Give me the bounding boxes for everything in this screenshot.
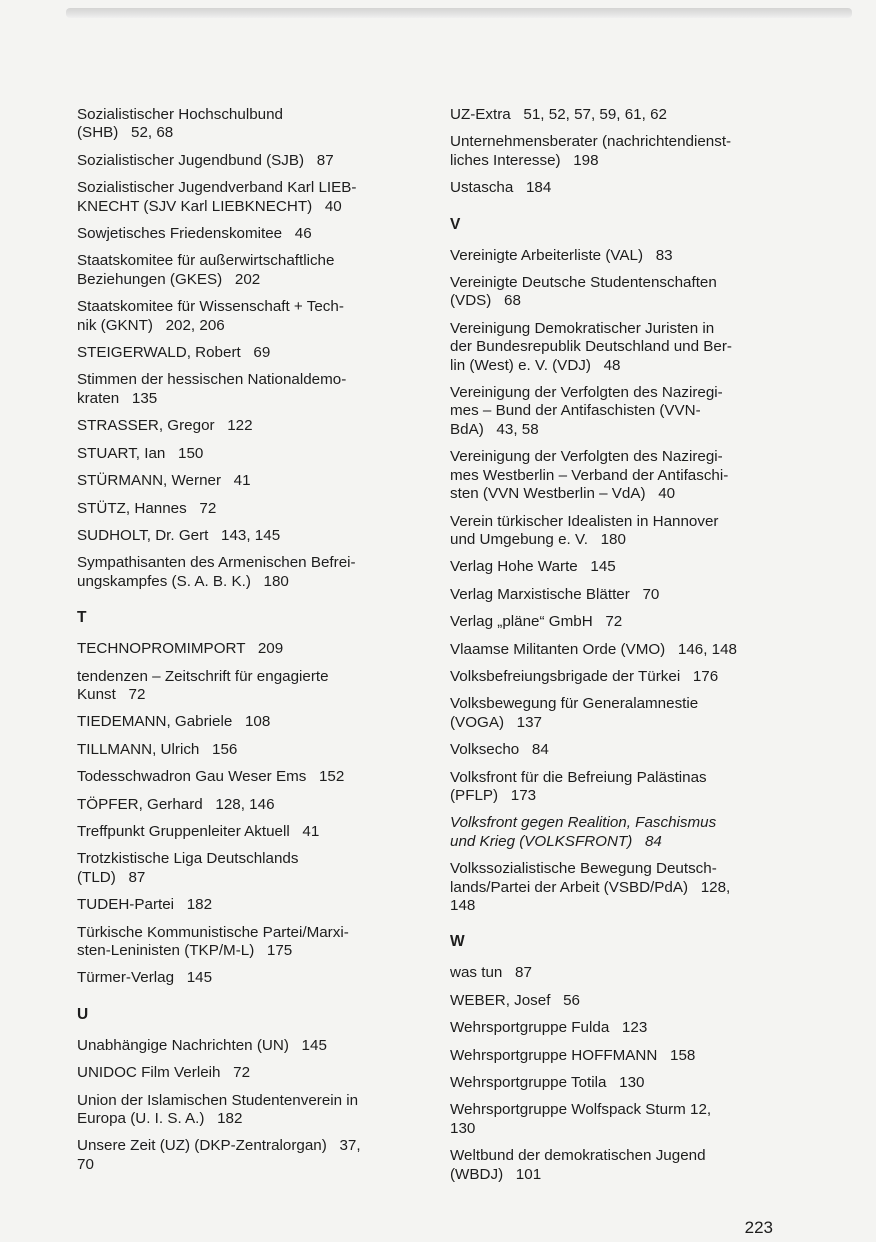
- index-entry-line: Kunst 72: [77, 685, 146, 703]
- index-entry-line: (SHB) 52, 68: [77, 124, 174, 142]
- index-entry-line: liches Interesse) 198: [450, 151, 599, 169]
- index-entry-line: UNIDOC Film Verleih 72: [77, 1064, 251, 1082]
- index-entry: [77, 1064, 407, 1082]
- index-entry-line: und Krieg (VOLKSFRONT) 84: [450, 832, 662, 850]
- index-column-left: [77, 106, 407, 1183]
- index-entry-line: Volksbefreiungsbrigade der Türkei 176: [450, 667, 719, 685]
- index-entry-line: Vereinigte Arbeiterliste (VAL) 83: [450, 246, 673, 264]
- index-entry-line: nik (GKNT) 202, 206: [77, 316, 225, 334]
- index-entry: [77, 417, 407, 435]
- index-entry-line: lin (West) e. V. (VDJ) 48: [450, 356, 621, 374]
- index-entry: [450, 558, 780, 576]
- index-entry-line: Volksfront für die Befreiung Palästinas: [450, 768, 707, 786]
- index-entry: [77, 500, 407, 518]
- index-entry-line: mes Westberlin – Verband der Antifaschi-: [450, 466, 729, 484]
- index-entry: [450, 320, 780, 375]
- index-entry-line: Staatskomitee für außerwirtschaftliche: [77, 252, 335, 270]
- index-entry-line: Vereinigung Demokratischer Juristen in: [450, 319, 715, 337]
- index-entry: [450, 384, 780, 439]
- index-entry: [77, 640, 407, 658]
- index-entry-line: Union der Islamischen Studentenverein in: [77, 1091, 359, 1109]
- index-entry-line: der Bundesrepublik Deutschland und Ber-: [450, 338, 732, 356]
- index-entry-line: Weltbund der demokratischen Jugend: [450, 1147, 706, 1165]
- index-entry-line: UZ-Extra 51, 52, 57, 59, 61, 62: [450, 106, 667, 123]
- index-entry-line: kraten 135: [77, 389, 158, 407]
- index-entry: [77, 1137, 407, 1174]
- index-entry: [77, 896, 407, 914]
- index-entry-line: Vereinigte Deutsche Studentenschaften: [450, 274, 717, 292]
- index-entry-line: 130: [450, 1119, 476, 1137]
- index-entry: [77, 298, 407, 335]
- index-entry-line: und Umgebung e. V. 180: [450, 530, 626, 548]
- index-entry-line: Sowjetisches Friedenskomitee 46: [77, 225, 312, 243]
- index-entry-line: TILLMANN, Ulrich 156: [77, 740, 238, 758]
- index-entry-line: Todesschwadron Gau Weser Ems 152: [77, 768, 345, 786]
- index-entry-line: Wehrsportgruppe Wolfspack Sturm 12,: [450, 1101, 712, 1119]
- index-entry-line: lands/Partei der Arbeit (VSBD/PdA) 128,: [450, 878, 731, 896]
- index-entry-line: Unabhängige Nachrichten (UN) 145: [77, 1036, 327, 1054]
- index-entry-line: 70: [77, 1155, 94, 1173]
- page-number: 223: [744, 1218, 773, 1237]
- index-entry-line: (WBDJ) 101: [450, 1165, 542, 1183]
- index-entry-line: Staatskomitee für Wissenschaft + Tech-: [77, 298, 344, 316]
- index-entry: [77, 823, 407, 841]
- index-entry-line: Vereinigung der Verfolgten des Naziregi-: [450, 384, 723, 402]
- index-entry-line: TIEDEMANN, Gabriele 108: [77, 713, 271, 731]
- index-entry: [77, 152, 407, 170]
- index-entry: [77, 1092, 407, 1129]
- index-entry: [77, 106, 407, 143]
- index-entry-line: Unsere Zeit (UZ) (DKP-Zentralorgan) 37,: [77, 1137, 361, 1155]
- index-entry: [450, 133, 780, 170]
- index-entry-line: (TLD) 87: [77, 868, 146, 886]
- index-entry-line: 148: [450, 897, 476, 914]
- index-entry: [77, 554, 407, 591]
- index-entry: [450, 613, 780, 631]
- index-entry-line: Wehrsportgruppe Fulda 123: [450, 1019, 648, 1037]
- index-entry: [77, 924, 407, 961]
- section-letter: W: [450, 933, 465, 951]
- index-entry-line: Verlag Hohe Warte 145: [450, 558, 616, 576]
- index-entry-line: mes – Bund der Antifaschisten (VVN-: [450, 402, 701, 420]
- index-entry: [450, 668, 780, 686]
- index-entry: [450, 247, 780, 265]
- index-entry-line: Trotzkistische Liga Deutschlands: [77, 850, 299, 868]
- section-letter: U: [77, 1005, 89, 1023]
- index-entry-line: Volksfront gegen Realition, Faschismus: [450, 814, 717, 832]
- index-entry: [77, 850, 407, 887]
- index-entry: [77, 371, 407, 408]
- index-entry-line: Vlaamse Militanten Orde (VMO) 146, 148: [450, 640, 737, 658]
- index-entry-line: Europa (U. I. S. A.) 182: [77, 1110, 243, 1128]
- index-entry-line: Verlag Marxistische Blätter 70: [450, 585, 660, 603]
- index-entry-line: Vereinigung der Verfolgten des Naziregi-: [450, 448, 723, 466]
- index-entry-line: Treffpunkt Gruppenleiter Aktuell 41: [77, 822, 320, 840]
- index-entry-line: Sympathisanten des Armenischen Befrei-: [77, 554, 356, 572]
- index-entry-line: TÖPFER, Gerhard 128, 146: [77, 795, 275, 813]
- index-entry-line: Verein türkischer Idealisten in Hannover: [450, 512, 719, 530]
- index-entry: [450, 179, 780, 197]
- index-entry-line: (VDS) 68: [450, 292, 521, 310]
- index-entry-line: Ustascha 184: [450, 179, 552, 197]
- index-entry-line: KNECHT (SJV Karl LIEBKNECHT) 40: [77, 197, 342, 215]
- index-entry-line: STÜTZ, Hannes 72: [77, 499, 217, 517]
- index-entry: [77, 344, 407, 362]
- index-entry: [450, 1047, 780, 1065]
- index-entry-line: STEIGERWALD, Robert 69: [77, 344, 271, 362]
- index-entry-line: ungskampfes (S. A. B. K.) 180: [77, 572, 289, 590]
- index-entry: [77, 713, 407, 731]
- index-entry: [450, 1019, 780, 1037]
- index-entry-line: STÜRMANN, Werner 41: [77, 472, 251, 490]
- index-entry-line: SUDHOLT, Dr. Gert 143, 145: [77, 526, 281, 544]
- index-entry-line: Türmer-Verlag 145: [77, 969, 213, 987]
- index-entry: [450, 741, 780, 759]
- index-entry: [77, 179, 407, 216]
- index-entry: [77, 668, 407, 705]
- index-entry-line: was tun 87: [450, 964, 532, 982]
- index-entry-line: (VOGA) 137: [450, 713, 543, 731]
- index-entry: [450, 992, 780, 1010]
- index-entry-line: TUDEH-Partei 182: [77, 896, 213, 914]
- index-entry-line: sten-Leninisten (TKP/M-L) 175: [77, 942, 293, 959]
- index-entry-line: Sozialistischer Jugendverband Karl LIEB-: [77, 179, 357, 197]
- index-entry-line: Sozialistischer Hochschulbund: [77, 106, 283, 123]
- index-entry: [77, 225, 407, 243]
- index-entry-line: TECHNOPROMIMPORT 209: [77, 640, 284, 658]
- index-entry: [77, 1037, 407, 1055]
- index-entry-line: STRASSER, Gregor 122: [77, 417, 253, 435]
- index-entry-line: WEBER, Josef 56: [450, 991, 580, 1009]
- index-entry: [450, 586, 780, 604]
- index-entry: [450, 106, 780, 124]
- index-entry: [77, 741, 407, 759]
- index-entry: [77, 969, 407, 987]
- index-entry: [450, 964, 780, 982]
- index-entry: [450, 1101, 780, 1138]
- index-entry-line: tendenzen – Zeitschrift für engagierte: [77, 667, 329, 685]
- index-entry-line: Türkische Kommunistische Partei/Marxi-: [77, 923, 349, 941]
- index-entry-line: Unternehmensberater (nachrichtendienst-: [450, 133, 732, 151]
- index-entry-line: BdA) 43, 58: [450, 420, 539, 438]
- index-entry: [450, 448, 780, 503]
- index-entry: [77, 527, 407, 545]
- index-entry: [450, 695, 780, 732]
- index-entry: [450, 274, 780, 311]
- index-entry-line: STUART, Ian 150: [77, 444, 204, 462]
- index-entry-line: Beziehungen (GKES) 202: [77, 270, 261, 288]
- index-entry-line: Verlag „pläne“ GmbH 72: [450, 613, 623, 631]
- index-entry: [450, 641, 780, 659]
- index-entry-line: sten (VVN Westberlin – VdA) 40: [450, 485, 676, 503]
- index-entry: [77, 252, 407, 289]
- index-entry-line: Volkssozialistische Bewegung Deutsch-: [450, 860, 717, 878]
- index-entry-line: Stimmen der hessischen Nationaldemo-: [77, 371, 347, 389]
- index-entry: [77, 472, 407, 490]
- index-entry-line: Volksecho 84: [450, 741, 549, 759]
- index-entry: [450, 513, 780, 550]
- section-letter: V: [450, 215, 461, 233]
- section-letter: T: [77, 609, 87, 627]
- index-entry-line: Volksbewegung für Generalamnestie: [450, 695, 699, 713]
- index-entry: [77, 445, 407, 463]
- index-entry: [450, 769, 780, 806]
- index-entry: [450, 860, 780, 915]
- index-entry-line: Wehrsportgruppe HOFFMANN 158: [450, 1046, 696, 1064]
- index-entry-line: Wehrsportgruppe Totila 130: [450, 1074, 645, 1092]
- index-entry: [450, 1147, 780, 1184]
- index-entry: [450, 814, 780, 851]
- index-entry: [77, 796, 407, 814]
- index-entry: [450, 1074, 780, 1092]
- index-column-right: [450, 106, 780, 1193]
- index-entry-line: (PFLP) 173: [450, 786, 537, 804]
- index-entry: [77, 768, 407, 786]
- index-entry-line: Sozialistischer Jugendbund (SJB) 87: [77, 151, 334, 169]
- scan-shadow-band: [66, 8, 852, 18]
